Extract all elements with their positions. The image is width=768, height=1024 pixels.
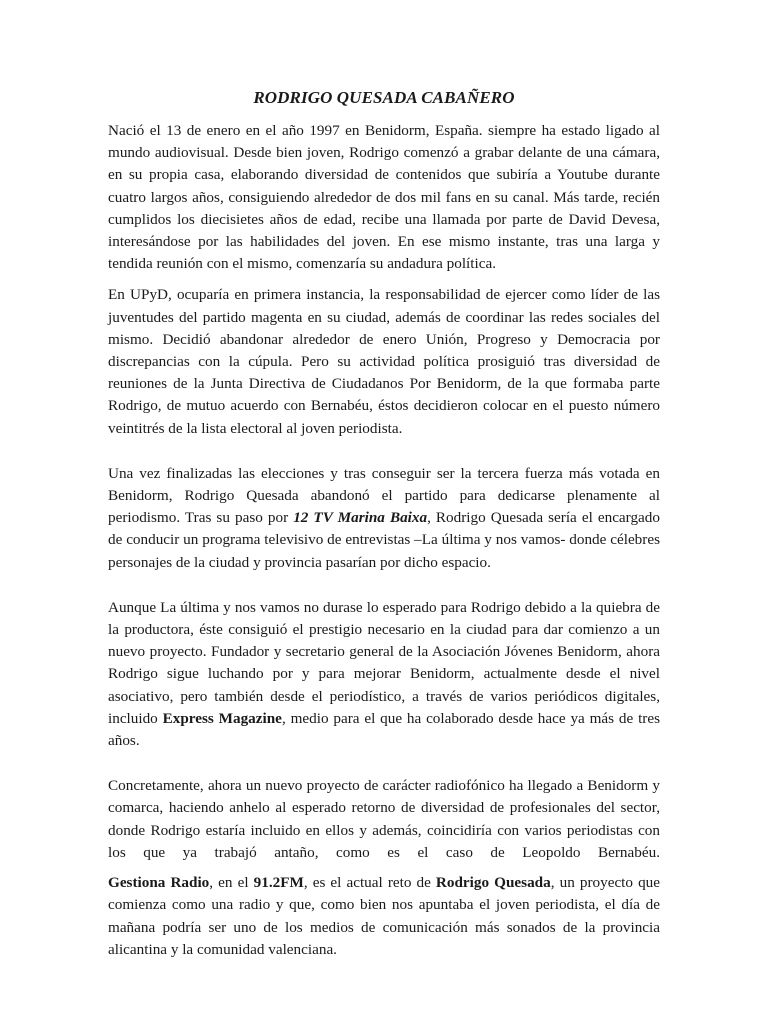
- magazine-name: Express Magazine: [162, 709, 282, 727]
- radio-name: Gestiona Radio: [108, 874, 210, 892]
- paragraph-text: , en el: [209, 874, 254, 892]
- paragraph-text: , es el actual reto de: [303, 874, 436, 892]
- paragraph-elections: [108, 463, 660, 574]
- paragraph-association: [108, 597, 660, 752]
- paragraph-text: , medio para el que ha colaborado desde hace ya más de tres años.: [108, 709, 661, 750]
- paragraph-text: , Rodrigo Quesada sería el encargado de conducir un programa televisivo de entrevistas –La última y nos vamos- donde célebres personajes de la ciudad y provincia pasarían por dicho espacio.: [108, 509, 660, 571]
- person-name: Rodrigo Quesada: [435, 874, 551, 892]
- paragraph-gestiona-radio: [108, 872, 660, 961]
- paragraph-text: , un proyecto que comienza como una radio y que, como bien nos apuntaba el joven periodista, el día de mañana podría ser uno de los medios de comunicación más sonados de la provincia alicantina y la comunidad valenciana.: [108, 874, 661, 958]
- paragraph-birth: Nació el 13 de enero en el año 1997 en Benidorm, España. siempre ha estado ligado al mundo audiovisual. Desde bien joven, Rodrigo comenzó a grabar delante de una cámara, en su propia casa, elaborando diversidad de contenidos que subiría a Youtube durante cuatro largos años, consiguiendo alrededor de dos mil fans en su canal. Más tarde, recién cumplidos los diecisietes años de edad, recibe una llamada por parte de David Devesa, interesándose por las habilidades del joven. En ese mismo instante, tras una larga y tendida reunión con el mismo, comenzaría su andadura política.: [108, 122, 660, 273]
- radio-frequency: 91.2FM: [253, 874, 304, 892]
- paragraph-upyd: En UPyD, ocuparía en primera instancia, la responsabilidad de ejercer como líder de las juventudes del partido magenta en su ciudad, además de coordinar las redes sociales del mismo. Decidió abandonar alrededor de enero Unión, Progreso y Democracia por discrepancias con la cúpula. Pero su actividad política prosiguió tras diversidad de reuniones de la Junta Directiva de Ciudadanos Por Benidorm, de la que formaba parte Rodrigo, de mutuo acuerdo con Bernabéu, éstos decidieron colocar en el puesto número veintitrés de la lista electoral al joven periodista.: [108, 286, 660, 437]
- paragraph-radio-project: Concretamente, ahora un nuevo proyecto de carácter radiofónico ha llegado a Benidorm y comarca, haciendo anhelo al esperado retorno de diversidad de profesionales del sector, donde Rodrigo estaría incluido en ellos y además, coincidiría con varios periodistas con los que ya trabajó antaño, como es el caso de Leopoldo Bernabéu.: [108, 777, 660, 861]
- tv-channel-name: 12 TV Marina Baixa: [293, 509, 428, 527]
- paragraph-text: Una vez finalizadas las elecciones y tras conseguir ser la tercera fuerza más votada en Benidorm, Rodrigo Quesada abandonó el partido para dedicarse plenamente al periodismo. Tras su paso por: [108, 464, 660, 527]
- paragraph-text: Aunque La última y nos vamos no durase lo esperado para Rodrigo debido a la quiebra de la productora, éste consiguió el prestigio necesario en la ciudad para dar comienzo a un nuevo proyecto. Fundador y secretario general de la Asociación Jóvenes Benidorm, ahora Rodrigo sigue luchando por y para mejorar Benidorm, actualmente desde el nivel asociativo, pero también desde el periodístico, a través de varios periódicos digitales, incluido: [108, 598, 660, 727]
- document-title: RODRIGO QUESADA CABAÑERO: [253, 88, 515, 107]
